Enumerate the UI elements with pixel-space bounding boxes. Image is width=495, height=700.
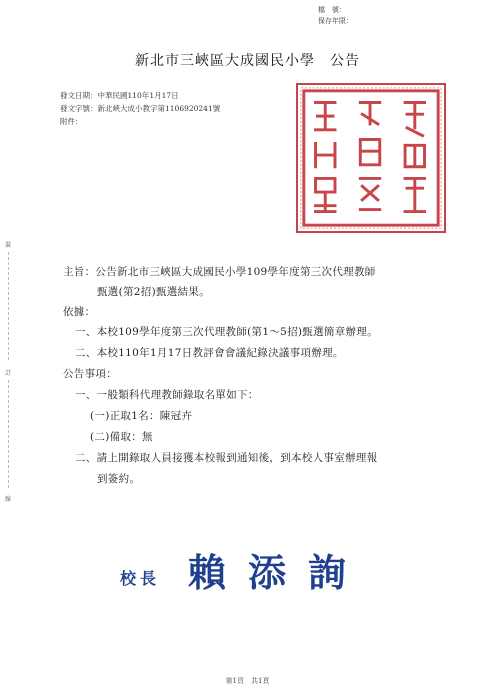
basis-item-2: 二、本校110年1月17日教評會會議紀錄決議事項辦理。 bbox=[75, 347, 344, 359]
notice-item-2-line-1: 二、請上開錄取人員接獲本校報到通知後，到本校人事室辦理報 bbox=[75, 452, 378, 464]
notice-item-1-sub-1: (一)正取1名：陳冠卉 bbox=[90, 410, 193, 422]
basis-heading: 依據： bbox=[63, 306, 96, 318]
principal-signature bbox=[120, 548, 390, 603]
attachment-label: 附件： bbox=[60, 117, 83, 126]
binding-mark-middle: 訂 bbox=[5, 370, 12, 377]
signature-name: 賴添詢 bbox=[188, 550, 369, 595]
seal-icon bbox=[298, 85, 444, 231]
notice-item-1-sub-2: (二)備取：無 bbox=[90, 431, 153, 443]
official-seal bbox=[296, 83, 446, 233]
page-title: 新北市三峽區大成國民小學 公告 bbox=[135, 53, 360, 69]
basis-item-1: 一、本校109學年度第三次代理教師(第1～5招)甄選簡章辦理。 bbox=[75, 326, 378, 338]
retention-period-label: 保存年限： bbox=[318, 17, 353, 25]
issue-date: 發文日期：中華民國110年1月17日 bbox=[60, 91, 179, 100]
notice-heading: 公告事項： bbox=[63, 368, 117, 380]
signature-title: 校長 bbox=[120, 569, 161, 588]
subject-line-1: 主旨：公告新北市三峽區大成國民小學109學年度第三次代理教師 bbox=[63, 266, 376, 278]
document-number: 發文字號：新北峽大成小教字第1106920241號 bbox=[60, 104, 221, 113]
notice-item-1: 一、一般類科代理教師錄取名單如下： bbox=[75, 389, 259, 401]
subject-line-2: 甄選(第2招)甄選結果。 bbox=[97, 286, 210, 298]
binding-mark-bottom: 線 bbox=[5, 496, 12, 503]
binding-line bbox=[8, 252, 9, 360]
notice-item-2-line-2: 到簽約。 bbox=[97, 473, 141, 485]
page-number: 第1頁 共1頁 bbox=[225, 677, 270, 685]
binding-line bbox=[8, 380, 9, 488]
file-number-label: 檔 號： bbox=[318, 6, 346, 14]
binding-mark-top: 裝 bbox=[5, 242, 12, 249]
